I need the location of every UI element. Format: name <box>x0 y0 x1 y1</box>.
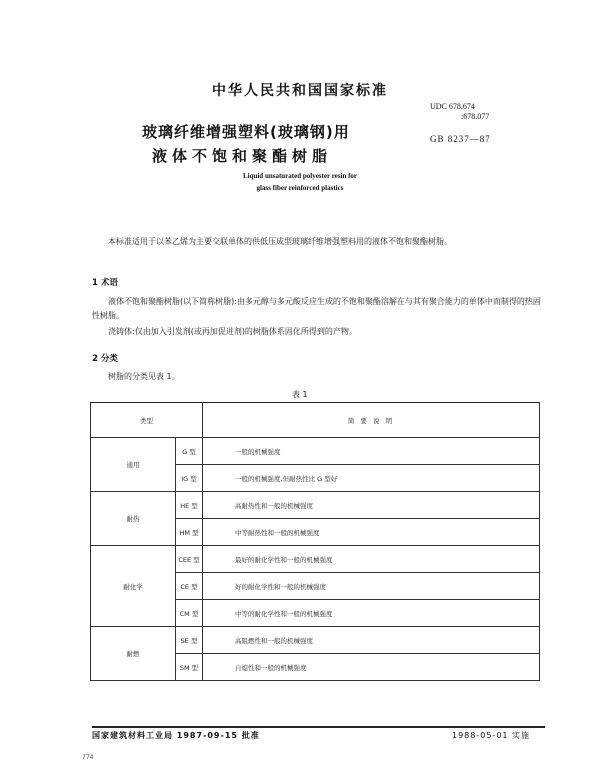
standard-header: 中华人民共和国国家标准 <box>212 83 388 99</box>
implementation-date: 1988-05-01 实施 <box>452 731 531 740</box>
desc-cell: 好的耐化学性和一般的机械强度 <box>203 573 540 600</box>
table-row <box>91 438 540 465</box>
section1-title: 1 术语 <box>92 278 118 288</box>
type-cell: IG 型 <box>176 465 203 492</box>
document-title-line2: 液体不饱和聚酯树脂 <box>152 147 333 165</box>
section1-definition2: 浇铸体:仅由加入引发剂(或再加促进剂)的树脂体系固化所得到的产物。 <box>108 327 357 336</box>
table-row <box>91 546 540 573</box>
type-cell: CM 型 <box>176 600 203 627</box>
udc-code <box>430 102 489 122</box>
type-cell: CE 型 <box>176 573 203 600</box>
desc-cell: 自熄性和一般的机械强度 <box>203 654 540 681</box>
intro-paragraph: 本标准适用于以苯乙烯为主要交联单体的供低压成型玻璃纤维增强塑料用的液体不饱和聚酯树脂。 <box>108 237 452 246</box>
category-cell: 通用 <box>91 438 176 492</box>
type-cell: SM 型 <box>176 654 203 681</box>
desc-cell: 最好的耐化学性和一般的机械强度 <box>203 546 540 573</box>
table-caption: 表 1 <box>292 390 308 399</box>
udc-line2: :678.077 <box>461 112 490 121</box>
table-row <box>91 627 540 654</box>
section1-definition1: 液体不饱和聚酯树脂(以下简称树脂):由多元醇与多元酸反应生成的不饱和聚酯溶解在与其有聚合能力的单体中而制得的热固性树脂。 <box>92 297 541 320</box>
table-row <box>91 492 540 519</box>
document-title-line1: 玻璃纤维增强塑料(玻璃钢)用 <box>142 123 350 141</box>
desc-cell: 一般的机械强度,但耐热性比 G 型好 <box>203 465 540 492</box>
page-number: 774 <box>82 754 94 761</box>
english-title-line1: Liquid unsaturated polyester resin for <box>242 172 358 180</box>
section2-paragraph: 树脂的分类见表 1。 <box>108 372 180 381</box>
desc-cell: 高耐热性和一般的机械强度 <box>203 492 540 519</box>
section2-title: 2 分类 <box>92 354 118 364</box>
category-cell: 耐燃 <box>91 627 176 681</box>
classification-table <box>90 402 540 681</box>
type-cell: G 型 <box>176 438 203 465</box>
desc-cell: 一般的机械强度 <box>203 438 540 465</box>
english-title-line2: glass fiber reinforced plastics <box>256 184 344 192</box>
approval-date: 国家建筑材料工业局 1987-09-15 批准 <box>92 731 260 740</box>
desc-cell: 高阻燃性和一般的机械强度 <box>203 627 540 654</box>
category-cell: 耐热 <box>91 492 176 546</box>
desc-cell: 中等的耐化学性和一般的机械强度 <box>203 600 540 627</box>
type-cell: CEE 型 <box>176 546 203 573</box>
type-cell: HE 型 <box>176 492 203 519</box>
table-header-desc: 简 要 说 明 <box>203 403 540 438</box>
udc-line1: UDC 678.674 <box>430 102 475 111</box>
table-header-type: 类型 <box>91 403 203 438</box>
type-cell: SE 型 <box>176 627 203 654</box>
desc-cell: 中等耐热性和一般的机械强度 <box>203 519 540 546</box>
type-cell: HM 型 <box>176 519 203 546</box>
gb-code: GB 8237—87 <box>430 134 491 144</box>
category-cell: 耐化学 <box>91 546 176 627</box>
footer-rule <box>92 726 545 728</box>
